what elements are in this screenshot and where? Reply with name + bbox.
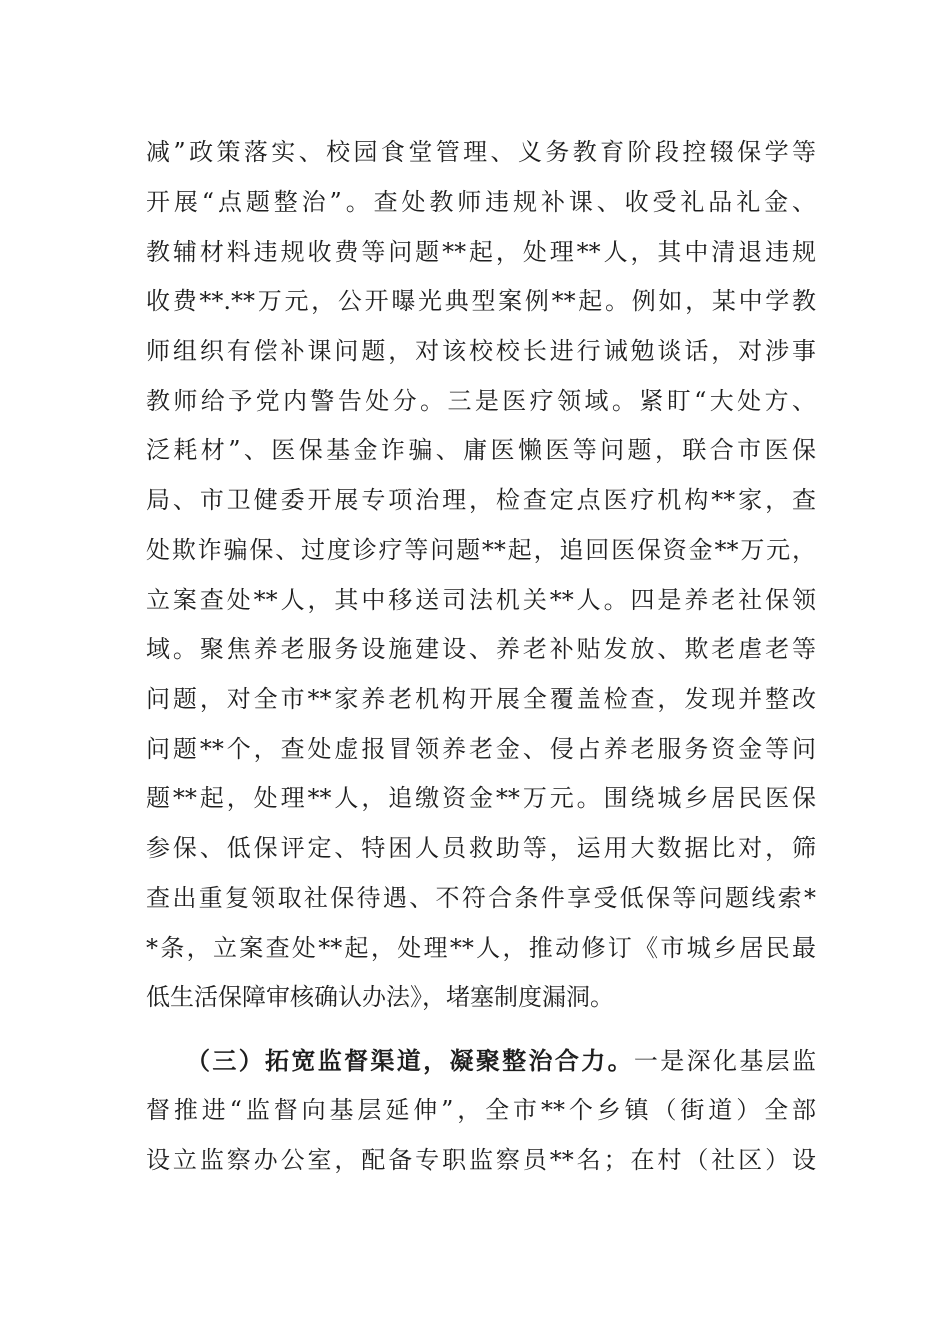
text-line: 设立监察办公室，配备专职监察员**名；在村（社区）设 bbox=[146, 1146, 816, 1174]
text-line: 题**起，处理**人，追缴资金**万元。围绕城乡居民医保 bbox=[146, 784, 816, 812]
text-run: 一是深化基层监 bbox=[633, 1047, 817, 1075]
text-line: 问题，对全市**家养老机构开展全覆盖检查，发现并整改 bbox=[146, 685, 816, 713]
text-line: 教师给予党内警告处分。三是医疗领域。紧盯“大处方、 bbox=[146, 387, 816, 415]
text-line: *条，立案查处**起，处理**人，推动修订《市城乡居民最 bbox=[146, 934, 816, 962]
text-line: 教辅材料违规收费等问题**起，处理**人，其中清退违规 bbox=[146, 238, 816, 266]
text-line: 域。聚焦养老服务设施建设、养老补贴发放、欺老虐老等 bbox=[146, 635, 816, 663]
text-line: 低生活保障审核确认办法》，堵塞制度漏洞。 bbox=[146, 983, 614, 1011]
text-line: 泛耗材”、医保基金诈骗、庸医懒医等问题，联合市医保 bbox=[146, 436, 816, 464]
text-line: 督推进“监督向基层延伸”，全市**个乡镇（街道）全部 bbox=[146, 1096, 816, 1124]
text-line: 减”政策落实、校园食堂管理、义务教育阶段控辍保学等 bbox=[146, 138, 816, 166]
text-line: 参保、低保评定、特困人员救助等，运用大数据比对，筛 bbox=[146, 834, 816, 862]
section-heading: （三）拓宽监督渠道，凝聚整治合力。 bbox=[186, 1046, 634, 1075]
text-line: 处欺诈骗保、过度诊疗等问题**起，追回医保资金**万元， bbox=[146, 536, 816, 564]
text-line: 立案查处**人，其中移送司法机关**人。四是养老社保领 bbox=[146, 586, 816, 614]
text-line: 问题**个，查处虚报冒领养老金、侵占养老服务资金等问 bbox=[146, 735, 816, 763]
text-line: 局、市卫健委开展专项治理，检查定点医疗机构**家，查 bbox=[146, 486, 816, 514]
text-line: 师组织有偿补课问题，对该校校长进行诫勉谈话，对涉事 bbox=[146, 337, 816, 365]
section-heading-line bbox=[186, 1041, 816, 1081]
text-line: 收费**.**万元，公开曝光典型案例**起。例如，某中学教 bbox=[146, 287, 816, 315]
text-line: 查出重复领取社保待遇、不符合条件享受低保等问题线索* bbox=[146, 884, 816, 912]
text-line: 开展“点题整治”。查处教师违规补课、收受礼品礼金、 bbox=[146, 188, 816, 216]
